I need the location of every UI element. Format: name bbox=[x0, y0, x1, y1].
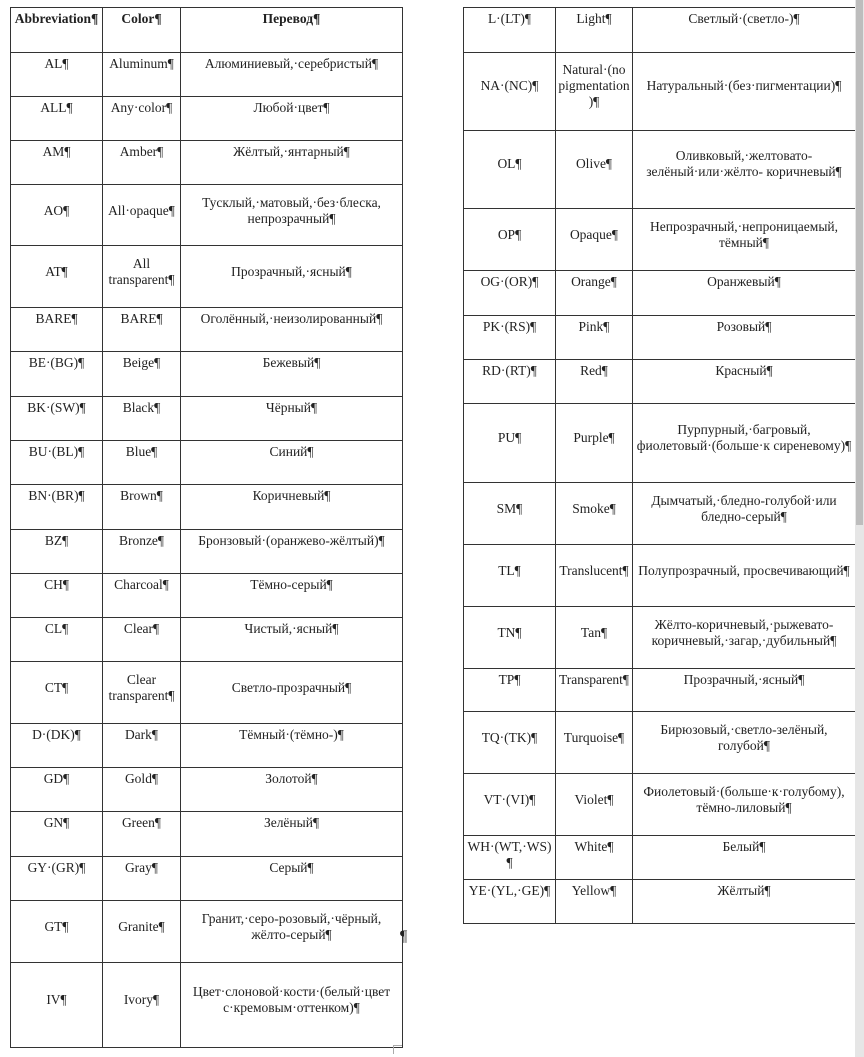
table-row bbox=[11, 857, 403, 901]
table-row bbox=[11, 397, 403, 441]
translation-cell: Пурпурный,·багровый, фиолетовый·(больше·к сиреневому)¶ bbox=[633, 404, 856, 483]
color-cell: All·opaque¶ bbox=[103, 185, 181, 246]
abbreviation-cell: RD·(RT)¶ bbox=[464, 360, 556, 404]
color-cell: Tan¶ bbox=[556, 607, 633, 669]
table-row bbox=[11, 246, 403, 308]
scrollbar-thumb[interactable] bbox=[856, 0, 863, 525]
abbreviation-cell: PK·(RS)¶ bbox=[464, 316, 556, 360]
page-corner-mark bbox=[393, 1045, 402, 1054]
color-cell: Charcoal¶ bbox=[103, 574, 181, 618]
abbreviation-cell: BE·(BG)¶ bbox=[11, 352, 103, 397]
color-cell: Pink¶ bbox=[556, 316, 633, 360]
abbreviation-cell: BN·(BR)¶ bbox=[11, 485, 103, 530]
color-cell: Violet¶ bbox=[556, 774, 633, 836]
color-cell: Brown¶ bbox=[103, 485, 181, 530]
table-row bbox=[464, 669, 856, 712]
table-row bbox=[11, 901, 403, 963]
paragraph-mark: ¶ bbox=[400, 928, 408, 945]
color-cell: Natural·(no pigmentation)¶ bbox=[556, 53, 633, 131]
abbreviation-cell: AL¶ bbox=[11, 53, 103, 97]
color-abbreviation-table-left bbox=[10, 7, 403, 1048]
translation-cell: Дымчатый,·бледно-голубой·или бледно-серый¶ bbox=[633, 483, 856, 545]
table-row bbox=[11, 308, 403, 352]
table-row bbox=[464, 774, 856, 836]
translation-cell: Серый¶ bbox=[181, 857, 403, 901]
translation-cell: Оливковый,·желтовато- зелёный·или·жёлто- коричневый¶ bbox=[633, 131, 856, 209]
translation-cell: Бирюзовый,·светло-зелёный, голубой¶ bbox=[633, 712, 856, 774]
translation-cell: Жёлтый,·янтарный¶ bbox=[181, 141, 403, 185]
translation-cell: Любой·цвет¶ bbox=[181, 97, 403, 141]
abbreviation-cell: ALL¶ bbox=[11, 97, 103, 141]
translation-cell: Белый¶ bbox=[633, 836, 856, 880]
color-cell: Olive¶ bbox=[556, 131, 633, 209]
color-cell: Blue¶ bbox=[103, 441, 181, 485]
table-row bbox=[11, 185, 403, 246]
color-cell: Gold¶ bbox=[103, 768, 181, 812]
table-row bbox=[11, 441, 403, 485]
table-row bbox=[464, 271, 856, 316]
abbreviation-cell: GY·(GR)¶ bbox=[11, 857, 103, 901]
translation-cell: Золотой¶ bbox=[181, 768, 403, 812]
color-cell: Granite¶ bbox=[103, 901, 181, 963]
translation-cell: Бежевый¶ bbox=[181, 352, 403, 397]
color-cell: BARE¶ bbox=[103, 308, 181, 352]
translation-cell: Прозрачный,·ясный¶ bbox=[181, 246, 403, 308]
table-row bbox=[11, 963, 403, 1048]
table-row bbox=[464, 360, 856, 404]
table-header-row bbox=[11, 8, 403, 53]
abbreviation-cell: GT¶ bbox=[11, 901, 103, 963]
color-cell: Smoke¶ bbox=[556, 483, 633, 545]
abbreviation-cell: TL¶ bbox=[464, 545, 556, 607]
translation-cell: Непрозрачный,·непроницаемый, тёмный¶ bbox=[633, 209, 856, 271]
table-row bbox=[464, 607, 856, 669]
translation-cell: Коричневый¶ bbox=[181, 485, 403, 530]
color-cell: All transparent¶ bbox=[103, 246, 181, 308]
color-cell: Gray¶ bbox=[103, 857, 181, 901]
table-row bbox=[464, 483, 856, 545]
translation-cell: Тёмный·(тёмно-)¶ bbox=[181, 724, 403, 768]
abbreviation-cell: BK·(SW)¶ bbox=[11, 397, 103, 441]
translation-cell: Фиолетовый·(больше·к·голубому), тёмно-лиловый¶ bbox=[633, 774, 856, 836]
abbreviation-cell: CL¶ bbox=[11, 618, 103, 662]
abbreviation-cell: SM¶ bbox=[464, 483, 556, 545]
translation-cell: Жёлто-коричневый,·рыжевато- коричневый,·загар,·дубильный¶ bbox=[633, 607, 856, 669]
translation-cell: Светло-прозрачный¶ bbox=[181, 662, 403, 724]
table-row bbox=[464, 545, 856, 607]
color-cell: Ivory¶ bbox=[103, 963, 181, 1048]
abbreviation-cell: L·(LT)¶ bbox=[464, 8, 556, 53]
abbreviation-cell: BZ¶ bbox=[11, 530, 103, 574]
abbreviation-cell: VT·(VI)¶ bbox=[464, 774, 556, 836]
translation-cell: Тусклый,·матовый,·без·блеска, непрозрачный¶ bbox=[181, 185, 403, 246]
table-row bbox=[11, 574, 403, 618]
translation-cell: Светлый·(светло-)¶ bbox=[633, 8, 856, 53]
header-translation: Перевод¶ bbox=[181, 8, 403, 53]
abbreviation-cell: PU¶ bbox=[464, 404, 556, 483]
translation-cell: Тёмно-серый¶ bbox=[181, 574, 403, 618]
table-row bbox=[464, 836, 856, 880]
color-cell: Purple¶ bbox=[556, 404, 633, 483]
color-cell: Amber¶ bbox=[103, 141, 181, 185]
translation-cell: Красный¶ bbox=[633, 360, 856, 404]
abbreviation-cell: OG·(OR)¶ bbox=[464, 271, 556, 316]
abbreviation-cell: WH·(WT,·WS)¶ bbox=[464, 836, 556, 880]
abbreviation-cell: AO¶ bbox=[11, 185, 103, 246]
abbreviation-cell: CH¶ bbox=[11, 574, 103, 618]
table-row bbox=[464, 404, 856, 483]
table-row bbox=[464, 209, 856, 271]
header-abbreviation: Abbreviation¶ bbox=[11, 8, 103, 53]
table-row bbox=[11, 618, 403, 662]
abbreviation-cell: OP¶ bbox=[464, 209, 556, 271]
translation-cell: Оголённый,·неизолированный¶ bbox=[181, 308, 403, 352]
abbreviation-cell: AT¶ bbox=[11, 246, 103, 308]
translation-cell: Гранит,·серо-розовый,·чёрный, жёлто-серый¶ bbox=[181, 901, 403, 963]
color-cell: White¶ bbox=[556, 836, 633, 880]
abbreviation-cell: NA·(NC)¶ bbox=[464, 53, 556, 131]
table-row bbox=[464, 53, 856, 131]
translation-cell: Чистый,·ясный¶ bbox=[181, 618, 403, 662]
table-row bbox=[464, 131, 856, 209]
abbreviation-cell: TP¶ bbox=[464, 669, 556, 712]
abbreviation-cell: BU·(BL)¶ bbox=[11, 441, 103, 485]
translation-cell: Цвет·слоновой·кости·(белый·цвет с·кремовым·оттенком)¶ bbox=[181, 963, 403, 1048]
translation-cell: Алюминиевый,·серебристый¶ bbox=[181, 53, 403, 97]
abbreviation-cell: TQ·(TK)¶ bbox=[464, 712, 556, 774]
table-row bbox=[464, 880, 856, 924]
abbreviation-cell: OL¶ bbox=[464, 131, 556, 209]
abbreviation-cell: D·(DK)¶ bbox=[11, 724, 103, 768]
color-cell: Black¶ bbox=[103, 397, 181, 441]
table-row bbox=[464, 712, 856, 774]
abbreviation-cell: BARE¶ bbox=[11, 308, 103, 352]
abbreviation-cell: TN¶ bbox=[464, 607, 556, 669]
color-cell: Red¶ bbox=[556, 360, 633, 404]
abbreviation-cell: CT¶ bbox=[11, 662, 103, 724]
table-row bbox=[11, 53, 403, 97]
abbreviation-cell: GN¶ bbox=[11, 812, 103, 857]
translation-cell: Бронзовый·(оранжево-жёлтый)¶ bbox=[181, 530, 403, 574]
color-cell: Clear¶ bbox=[103, 618, 181, 662]
color-cell: Beige¶ bbox=[103, 352, 181, 397]
color-cell: Turquoise¶ bbox=[556, 712, 633, 774]
color-cell: Light¶ bbox=[556, 8, 633, 53]
color-cell: Dark¶ bbox=[103, 724, 181, 768]
translation-cell: Оранжевый¶ bbox=[633, 271, 856, 316]
table-row bbox=[11, 485, 403, 530]
color-cell: Clear transparent¶ bbox=[103, 662, 181, 724]
translation-cell: Прозрачный,·ясный¶ bbox=[633, 669, 856, 712]
translation-cell: Полупрозрачный, просвечивающий¶ bbox=[633, 545, 856, 607]
table-row bbox=[11, 97, 403, 141]
color-abbreviation-table-right bbox=[463, 7, 856, 924]
translation-cell: Чёрный¶ bbox=[181, 397, 403, 441]
translation-cell: Зелёный¶ bbox=[181, 812, 403, 857]
color-cell: Any·color¶ bbox=[103, 97, 181, 141]
translation-cell: Жёлтый¶ bbox=[633, 880, 856, 924]
color-cell: Green¶ bbox=[103, 812, 181, 857]
translation-cell: Синий¶ bbox=[181, 441, 403, 485]
table-row bbox=[11, 352, 403, 397]
abbreviation-cell: AM¶ bbox=[11, 141, 103, 185]
color-cell: Translucent¶ bbox=[556, 545, 633, 607]
table-row bbox=[11, 812, 403, 857]
header-color: Color¶ bbox=[103, 8, 181, 53]
abbreviation-cell: IV¶ bbox=[11, 963, 103, 1048]
table-row bbox=[11, 662, 403, 724]
color-cell: Yellow¶ bbox=[556, 880, 633, 924]
color-cell: Opaque¶ bbox=[556, 209, 633, 271]
color-cell: Orange¶ bbox=[556, 271, 633, 316]
table-row bbox=[11, 724, 403, 768]
color-cell: Aluminum¶ bbox=[103, 53, 181, 97]
abbreviation-cell: GD¶ bbox=[11, 768, 103, 812]
color-cell: Transparent¶ bbox=[556, 669, 633, 712]
color-cell: Bronze¶ bbox=[103, 530, 181, 574]
table-row bbox=[11, 141, 403, 185]
table-row bbox=[11, 530, 403, 574]
abbreviation-cell: YE·(YL,·GE)¶ bbox=[464, 880, 556, 924]
translation-cell: Натуральный·(без·пигментации)¶ bbox=[633, 53, 856, 131]
table-row bbox=[464, 316, 856, 360]
translation-cell: Розовый¶ bbox=[633, 316, 856, 360]
table-row bbox=[11, 768, 403, 812]
table-row bbox=[464, 8, 856, 53]
